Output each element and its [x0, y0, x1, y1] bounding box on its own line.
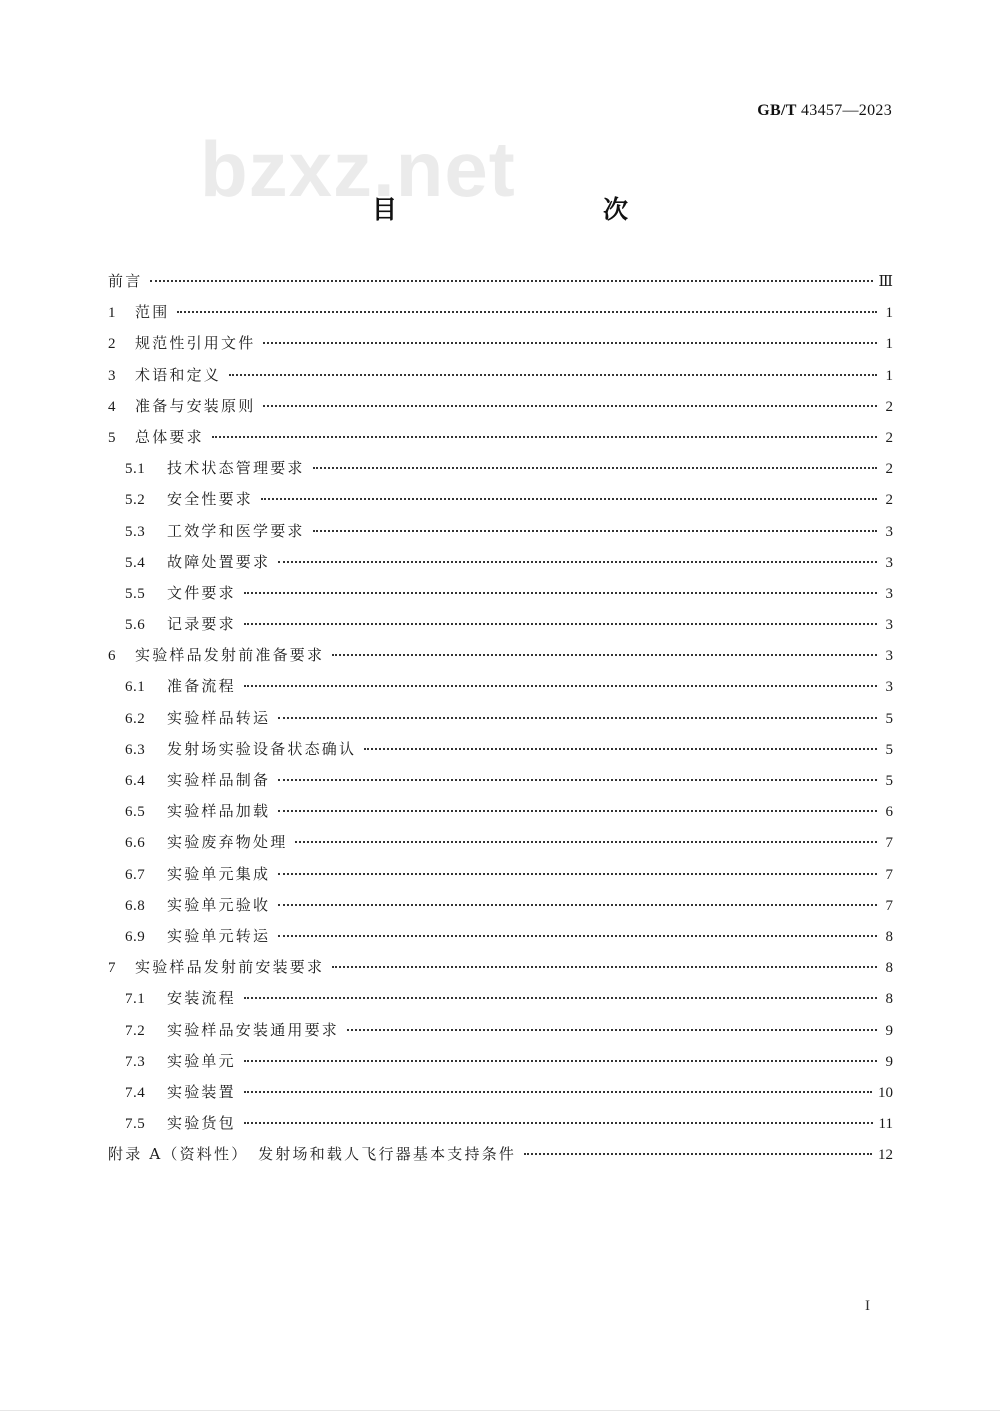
toc-entry-label: 实验单元: [167, 1051, 236, 1070]
toc-entry-number: 6.7: [125, 866, 146, 883]
toc-entry-number: 5: [108, 429, 116, 446]
toc-entry-label: 总体要求: [135, 427, 204, 446]
toc-entry-label: 实验样品转运: [167, 708, 271, 727]
toc-entry-page: 8: [885, 991, 893, 1008]
toc-entry-page: 6: [885, 804, 893, 821]
toc-dot-leader: [278, 717, 877, 719]
toc-dot-leader: [278, 904, 877, 906]
toc-entry-label: 实验货包: [167, 1114, 236, 1133]
toc-entry-label: 准备流程: [167, 677, 236, 696]
watermark-logo: bzxz.net: [200, 125, 516, 213]
toc-entry-label: 工效学和医学要求: [167, 521, 305, 540]
toc-entry[interactable]: [108, 1081, 893, 1112]
toc-entry-number: 5.5: [125, 585, 146, 602]
toc-dot-leader: [295, 841, 877, 843]
toc-entry-page: 7: [885, 897, 893, 914]
toc-entry[interactable]: [108, 738, 893, 769]
toc-entry-label: 实验废弃物处理: [167, 833, 288, 852]
toc-entry-label: 实验单元转运: [167, 926, 271, 945]
page-title: 目 次: [371, 195, 680, 224]
toc-entry-number: 7: [108, 960, 116, 977]
toc-entry[interactable]: [108, 831, 893, 862]
toc-entry-page: 3: [885, 617, 893, 634]
toc-entry-page: 5: [885, 773, 893, 789]
toc-entry[interactable]: [108, 551, 893, 582]
toc-entry-label: 术语和定义: [135, 365, 222, 384]
toc-entry[interactable]: [108, 332, 893, 363]
toc-entry[interactable]: [108, 426, 893, 457]
toc-entry-page: 10: [878, 1084, 893, 1101]
toc-entry-number: 6.8: [125, 897, 146, 914]
toc-entry-number: 7.2: [125, 1022, 146, 1039]
toc-entry-page: 2: [885, 398, 893, 415]
toc-entry-page: 2: [885, 492, 893, 509]
toc-entry[interactable]: [108, 520, 893, 551]
toc-entry-label: 技术状态管理要求: [167, 459, 305, 478]
toc-entry[interactable]: [108, 395, 893, 426]
toc-entry-number: 7.5: [125, 1116, 146, 1133]
toc-dot-leader: [332, 966, 877, 968]
toc-entry[interactable]: [108, 301, 893, 332]
toc-entry[interactable]: [108, 488, 893, 519]
toc-entry-number: 6.9: [125, 928, 146, 945]
toc-entry[interactable]: [108, 1143, 893, 1174]
toc-entry[interactable]: [108, 1112, 893, 1143]
table-of-contents: [108, 270, 893, 1174]
toc-entry[interactable]: [108, 613, 893, 644]
toc-entry-label: 发射场实验设备状态确认: [167, 739, 357, 758]
toc-dot-leader: [332, 654, 877, 656]
toc-entry-page: 8: [885, 960, 893, 977]
toc-entry[interactable]: [108, 707, 893, 738]
toc-entry-number: 6.2: [125, 710, 146, 727]
toc-entry-number: 3: [108, 367, 116, 384]
toc-entry[interactable]: [108, 769, 893, 800]
toc-entry-label: 故障处置要求: [167, 552, 271, 571]
toc-entry-label: 实验样品发射前准备要求: [135, 646, 325, 665]
toc-dot-leader: [278, 561, 877, 563]
toc-dot-leader: [278, 873, 877, 875]
toc-dot-leader: [229, 374, 877, 376]
toc-entry[interactable]: [108, 457, 893, 488]
toc-entry-number: 6: [108, 648, 116, 665]
toc-entry-number: 6.3: [125, 741, 146, 758]
toc-entry-page: 3: [885, 648, 893, 665]
toc-entry-page: 5: [885, 710, 893, 727]
toc-dot-leader: [177, 311, 877, 313]
toc-entry-page: 9: [885, 1022, 893, 1039]
toc-entry-number: 5.1: [125, 461, 146, 478]
toc-entry-label: 范围: [135, 303, 170, 322]
toc-entry-number: 6.6: [125, 835, 146, 852]
toc-entry-label: 实验装置: [167, 1082, 236, 1101]
toc-entry-label: 规范性引用文件: [135, 334, 256, 353]
toc-dot-leader: [244, 685, 877, 687]
toc-entry-page: 3: [885, 585, 893, 602]
toc-entry[interactable]: [108, 675, 893, 706]
toc-entry-page: 9: [885, 1053, 893, 1070]
toc-dot-leader: [278, 779, 877, 781]
toc-entry[interactable]: [108, 987, 893, 1018]
toc-dot-leader: [313, 467, 877, 469]
standard-number: 43457—2023: [801, 102, 892, 119]
toc-entry[interactable]: [108, 270, 893, 301]
page-number: I: [865, 1298, 870, 1314]
toc-dot-leader: [244, 1060, 877, 1062]
toc-entry-page: 7: [885, 835, 893, 852]
toc-entry[interactable]: [108, 800, 893, 831]
toc-dot-leader: [244, 592, 877, 594]
toc-entry-number: 5.4: [125, 554, 146, 571]
toc-entry[interactable]: [108, 956, 893, 987]
toc-entry-page: 1: [885, 367, 893, 384]
toc-entry-label: 实验单元集成: [167, 864, 271, 883]
toc-entry-number: 6.4: [125, 773, 146, 789]
toc-entry-label: 实验样品制备: [167, 771, 271, 789]
toc-dot-leader: [244, 997, 877, 999]
toc-entry[interactable]: [108, 894, 893, 925]
toc-entry-label: 记录要求: [167, 615, 236, 634]
toc-entry[interactable]: [108, 1050, 893, 1081]
toc-entry-number: 1: [108, 305, 116, 322]
toc-entry-label: 附录 A（资料性） 发射场和载人飞行器基本支持条件: [108, 1145, 517, 1164]
toc-entry-number: 7.1: [125, 991, 146, 1008]
toc-dot-leader: [364, 748, 877, 750]
toc-dot-leader: [244, 1091, 872, 1093]
toc-entry[interactable]: [108, 863, 893, 894]
toc-entry-number: 6.5: [125, 804, 146, 821]
toc-dot-leader: [212, 436, 877, 438]
toc-entry-number: 7.4: [125, 1084, 146, 1101]
toc-entry-page: Ⅲ: [878, 274, 893, 290]
toc-entry-label: 实验样品加载: [167, 802, 271, 821]
toc-entry-label: 准备与安装原则: [135, 396, 256, 415]
toc-dot-leader: [524, 1153, 872, 1155]
toc-entry-number: 5.6: [125, 617, 146, 634]
toc-dot-leader: [150, 280, 872, 282]
toc-entry[interactable]: [108, 582, 893, 613]
toc-dot-leader: [278, 935, 877, 937]
toc-dot-leader: [278, 810, 877, 812]
toc-dot-leader: [261, 498, 877, 500]
toc-entry[interactable]: [108, 925, 893, 956]
toc-dot-leader: [347, 1029, 877, 1031]
toc-entry-page: 7: [885, 866, 893, 883]
toc-entry-label: 文件要求: [167, 583, 236, 602]
toc-entry-label: 实验单元验收: [167, 895, 271, 914]
toc-dot-leader: [244, 1122, 873, 1124]
standard-code: [757, 102, 892, 120]
toc-entry-number: 7.3: [125, 1053, 146, 1070]
toc-entry-page: 1: [885, 305, 893, 322]
toc-entry-number: 6.1: [125, 679, 146, 696]
toc-entry-number: 5.2: [125, 492, 146, 509]
toc-entry-label: 前言: [108, 272, 143, 290]
toc-entry-page: 2: [885, 429, 893, 446]
toc-dot-leader: [263, 405, 877, 407]
toc-entry[interactable]: [108, 1019, 893, 1050]
toc-dot-leader: [244, 623, 877, 625]
toc-dot-leader: [313, 530, 877, 532]
toc-entry-page: 8: [885, 928, 893, 945]
standard-prefix: GB/T: [757, 102, 797, 119]
toc-entry-number: 4: [108, 398, 116, 415]
toc-entry-page: 2: [885, 461, 893, 478]
toc-entry-label: 安全性要求: [167, 490, 254, 509]
toc-entry-page: 5: [885, 741, 893, 758]
toc-entry-label: 实验样品安装通用要求: [167, 1020, 340, 1039]
toc-dot-leader: [263, 342, 877, 344]
toc-entry-page: 3: [885, 523, 893, 540]
toc-entry[interactable]: [108, 644, 893, 675]
toc-entry-number: 5.3: [125, 523, 146, 540]
toc-entry-page: 3: [885, 679, 893, 696]
toc-entry-label: 安装流程: [167, 989, 236, 1008]
toc-entry-page: 1: [885, 336, 893, 353]
toc-entry-page: 12: [878, 1147, 893, 1164]
toc-entry[interactable]: [108, 364, 893, 395]
toc-entry-label: 实验样品发射前安装要求: [135, 958, 325, 977]
toc-entry-page: 11: [878, 1116, 893, 1133]
toc-entry-page: 3: [885, 554, 893, 571]
toc-entry-number: 2: [108, 336, 116, 353]
